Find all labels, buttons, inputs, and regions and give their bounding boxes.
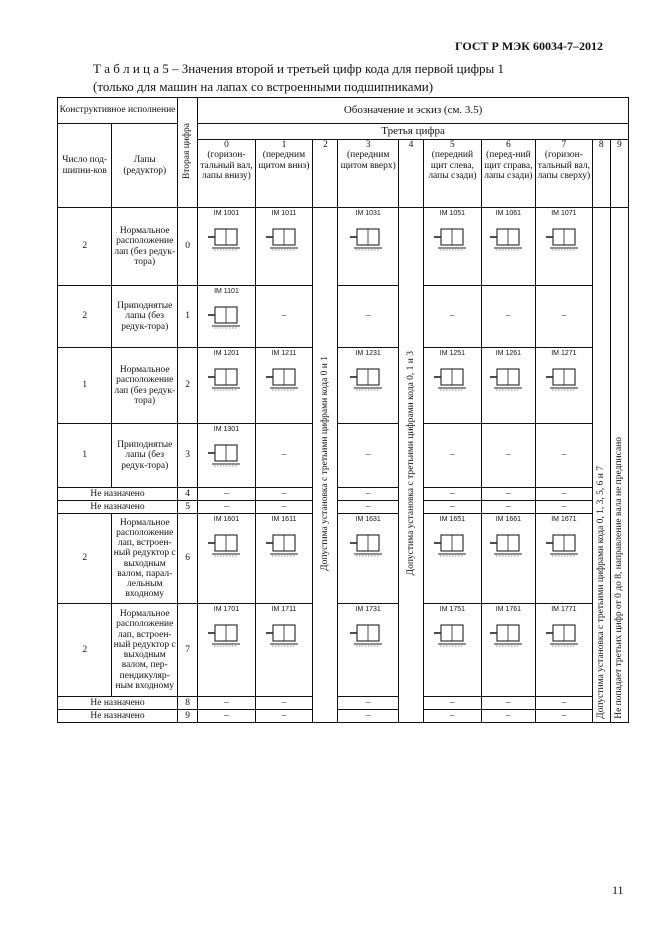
im-code: IM 1701	[213, 606, 240, 613]
im-cell	[481, 348, 535, 424]
second-digit: 1	[178, 286, 198, 348]
table-row	[58, 286, 629, 348]
table-row	[58, 488, 629, 501]
third-digit-col-4	[398, 140, 423, 208]
feet-description: Нормальное расположение лап (без редук-тора)	[112, 208, 178, 286]
third-digit-col-1	[255, 140, 313, 208]
im-cell	[198, 208, 256, 286]
im-cell: –	[198, 697, 256, 710]
mounting-sketch-icon	[348, 222, 388, 256]
im-code: IM 1011	[271, 210, 297, 217]
mounting-sketch-icon	[264, 362, 304, 396]
second-digit: 3	[178, 424, 198, 488]
mounting-sketch-icon	[264, 222, 304, 256]
table-row	[58, 710, 629, 723]
im-cell: –	[338, 488, 399, 501]
third-digit-col-9	[610, 140, 628, 208]
third-digit-col-0	[198, 140, 256, 208]
header-bearings: Число под-шипни-ков	[58, 124, 112, 208]
third-digit-number: 3	[365, 140, 371, 150]
im-cell: –	[255, 501, 313, 514]
third-digit-number: 0	[224, 140, 229, 150]
feet-description: Приподнятые лапы (без редук-тора)	[112, 424, 178, 488]
header-second-digit: Вторая цифра	[178, 98, 198, 208]
im-cell: –	[536, 501, 592, 514]
bearings-count: 2	[58, 514, 112, 604]
im-cell: –	[424, 488, 482, 501]
im-code: IM 1651	[439, 516, 466, 523]
im-cell	[255, 514, 313, 604]
feet-description: Нормальное расположение лап, встроен-ный редуктор с выходным валом, пер-пендикуляр-ным входному	[112, 604, 178, 697]
im-cell: –	[481, 286, 535, 348]
im-cell: –	[481, 710, 535, 723]
im-code: IM 1631	[355, 516, 381, 523]
mounting-sketch-icon	[206, 528, 246, 562]
header-feet: Лапы (редуктор)	[112, 124, 178, 208]
bearings-count: 1	[58, 424, 112, 488]
mounting-sketch-icon	[488, 528, 528, 562]
second-digit: 6	[178, 514, 198, 604]
im-cell	[481, 208, 535, 286]
im-cell: –	[338, 710, 399, 723]
im-cell	[536, 348, 592, 424]
mounting-sketch-icon	[488, 222, 528, 256]
unassigned-label: Не назначено	[58, 501, 178, 514]
third-digit-col-3	[338, 140, 399, 208]
im-cell: –	[255, 424, 313, 488]
im-code: IM 1611	[271, 516, 297, 523]
im-cell: –	[424, 710, 482, 723]
third-digit-number: 6	[506, 140, 511, 150]
third-digit-number: 5	[450, 140, 455, 150]
mounting-sketch-icon	[488, 618, 528, 652]
table-caption-note: (только для машин на лапах со встроенными подшипниками)	[93, 79, 434, 94]
note-col-9-text: Не попадает третьих цифр от 0 до 8, направление вала не предписано	[614, 436, 625, 719]
im-cell	[338, 604, 399, 697]
mounting-sketch-icon	[348, 362, 388, 396]
im-cell	[481, 514, 535, 604]
im-cell	[255, 604, 313, 697]
im-cell: –	[536, 710, 592, 723]
im-cell	[424, 514, 482, 604]
im-cell: –	[255, 710, 313, 723]
third-digit-number: 1	[281, 140, 287, 150]
third-digit-number: 8	[598, 140, 604, 150]
im-code: IM 1061	[495, 210, 522, 217]
third-digit-col-6	[481, 140, 535, 208]
im-cell	[198, 514, 256, 604]
im-cell: –	[424, 424, 482, 488]
third-digit-number: 2	[322, 140, 328, 150]
note-col-8-text: Допустима установка с третьими цифрами кода 0, 1, 3, 5, 6 и 7	[596, 465, 607, 719]
unassigned-label: Не назначено	[58, 488, 178, 501]
standard-header: ГОСТ Р МЭК 60034-7–2012	[455, 39, 603, 53]
im-cell: –	[481, 501, 535, 514]
page-number: 11	[612, 883, 624, 897]
im-cell	[424, 348, 482, 424]
third-digit-desc: (передним щитом вверх)	[340, 150, 396, 171]
note-col-8	[592, 208, 610, 723]
im-cell: –	[536, 424, 592, 488]
im-cell	[255, 208, 313, 286]
im-code: IM 1001	[213, 210, 240, 217]
im-code: IM 1101	[214, 288, 239, 295]
feet-description: Нормальное расположение лап, встроен-ный редуктор с выходным валом, парал-лельным входному	[112, 514, 178, 604]
im-cell: –	[338, 501, 399, 514]
unassigned-label: Не назначено	[58, 697, 178, 710]
table-row	[58, 208, 629, 286]
third-digit-desc: (передним щитом вниз)	[258, 150, 310, 171]
note-col-2-text: Допустима установка с третьими цифрами кода 0 и 1	[320, 355, 331, 571]
im-code: IM 1711	[271, 606, 297, 613]
im-cell	[424, 604, 482, 697]
im-cell	[198, 286, 256, 348]
im-cell: –	[536, 697, 592, 710]
mounting-sketch-icon	[206, 300, 246, 334]
im-code: IM 1761	[495, 606, 522, 613]
second-digit: 8	[178, 697, 198, 710]
second-digit: 5	[178, 501, 198, 514]
im-code: IM 1771	[551, 606, 577, 613]
im-code: IM 1731	[355, 606, 381, 613]
im-code: IM 1271	[551, 350, 577, 357]
im-code: IM 1301	[213, 426, 240, 433]
header-third-digit: Третья цифра	[198, 124, 629, 140]
im-cell: –	[536, 488, 592, 501]
table-row	[58, 424, 629, 488]
note-col-9	[610, 208, 628, 723]
im-cell: –	[198, 710, 256, 723]
im-code: IM 1751	[439, 606, 466, 613]
header-designation: Обозначение и эскиз (см. 3.5)	[198, 98, 629, 124]
im-cell: –	[198, 501, 256, 514]
im-cell: –	[481, 488, 535, 501]
im-code: IM 1231	[355, 350, 381, 357]
third-digit-col-7	[536, 140, 592, 208]
mounting-sketch-icon	[206, 362, 246, 396]
im-code: IM 1251	[439, 350, 466, 357]
im-code: IM 1201	[213, 350, 240, 357]
feet-description: Нормальное расположение лап (без редук-тора)	[112, 348, 178, 424]
bearings-count: 1	[58, 348, 112, 424]
mounting-sketch-icon	[544, 528, 584, 562]
second-digit: 2	[178, 348, 198, 424]
im-cell	[536, 604, 592, 697]
third-digit-number: 7	[561, 140, 567, 150]
table-row	[58, 514, 629, 604]
im-cell	[338, 348, 399, 424]
im-cell	[536, 208, 592, 286]
note-col-2	[313, 208, 338, 723]
mounting-sketch-icon	[544, 222, 584, 256]
mounting-sketch-icon	[206, 618, 246, 652]
im-code: IM 1671	[551, 516, 577, 523]
third-digit-number: 9	[617, 140, 622, 150]
note-col-4-text: Допустима установка с третьими цифрами кода 0, 1 и 3	[405, 351, 416, 576]
im-cell: –	[424, 501, 482, 514]
mounting-sketch-icon	[544, 618, 584, 652]
im-code: IM 1661	[495, 516, 522, 523]
table-row	[58, 697, 629, 710]
im-cell: –	[255, 697, 313, 710]
third-digit-desc: (горизон-тальный вал, лапы сверху)	[537, 150, 591, 181]
im-code: IM 1211	[271, 350, 297, 357]
third-digit-number: 4	[408, 140, 414, 150]
im-cell	[536, 514, 592, 604]
im-cell: –	[536, 286, 592, 348]
mounting-sketch-icon	[488, 362, 528, 396]
bearings-count: 2	[58, 604, 112, 697]
mounting-sketch-icon	[432, 222, 472, 256]
mounting-sketch-icon	[264, 618, 304, 652]
im-cell: –	[255, 286, 313, 348]
third-digit-col-5	[424, 140, 482, 208]
third-digit-desc: (горизон-тальный вал, лапы внизу)	[200, 150, 253, 181]
im-cell: –	[198, 488, 256, 501]
table-row	[58, 501, 629, 514]
im-code: IM 1261	[495, 350, 522, 357]
im-code: IM 1031	[355, 210, 381, 217]
im-cell	[198, 604, 256, 697]
mounting-sketch-icon	[432, 362, 472, 396]
im-code: IM 1071	[551, 210, 577, 217]
second-digit: 0	[178, 208, 198, 286]
im-cell	[255, 348, 313, 424]
im-cell	[198, 348, 256, 424]
mounting-sketch-icon	[206, 222, 246, 256]
im-cell: –	[481, 424, 535, 488]
im-code: IM 1051	[439, 210, 466, 217]
mounting-sketch-icon	[432, 618, 472, 652]
im-cell	[338, 514, 399, 604]
im-cell: –	[481, 697, 535, 710]
mounting-codes-table	[57, 97, 629, 723]
im-cell: –	[424, 697, 482, 710]
mounting-sketch-icon	[206, 438, 246, 472]
table-caption: Т а б л и ц а 5 – Значения второй и третьей цифр кода для первой цифры 1	[93, 61, 504, 76]
third-digit-desc: (передний щит слева, лапы сзади)	[428, 150, 477, 181]
unassigned-label: Не назначено	[58, 710, 178, 723]
table-row	[58, 348, 629, 424]
header-constructive: Конструктивное исполнение	[58, 98, 178, 124]
im-cell: –	[424, 286, 482, 348]
im-cell	[338, 208, 399, 286]
mounting-sketch-icon	[348, 618, 388, 652]
second-digit: 4	[178, 488, 198, 501]
mounting-sketch-icon	[264, 528, 304, 562]
mounting-sketch-icon	[432, 528, 472, 562]
table-row	[58, 604, 629, 697]
third-digit-desc: (перед-ний щит справа, лапы сзади)	[484, 150, 533, 181]
im-cell: –	[338, 424, 399, 488]
bearings-count: 2	[58, 208, 112, 286]
im-cell	[481, 604, 535, 697]
third-digit-col-8	[592, 140, 610, 208]
im-cell: –	[338, 286, 399, 348]
bearings-count: 2	[58, 286, 112, 348]
im-cell	[198, 424, 256, 488]
second-digit: 9	[178, 710, 198, 723]
feet-description: Приподнятые лапы (без редук-тора)	[112, 286, 178, 348]
mounting-sketch-icon	[348, 528, 388, 562]
third-digit-col-2	[313, 140, 338, 208]
im-cell	[424, 208, 482, 286]
im-cell: –	[255, 488, 313, 501]
second-digit: 7	[178, 604, 198, 697]
im-cell: –	[338, 697, 399, 710]
im-code: IM 1601	[213, 516, 240, 523]
mounting-sketch-icon	[544, 362, 584, 396]
note-col-4	[398, 208, 423, 723]
